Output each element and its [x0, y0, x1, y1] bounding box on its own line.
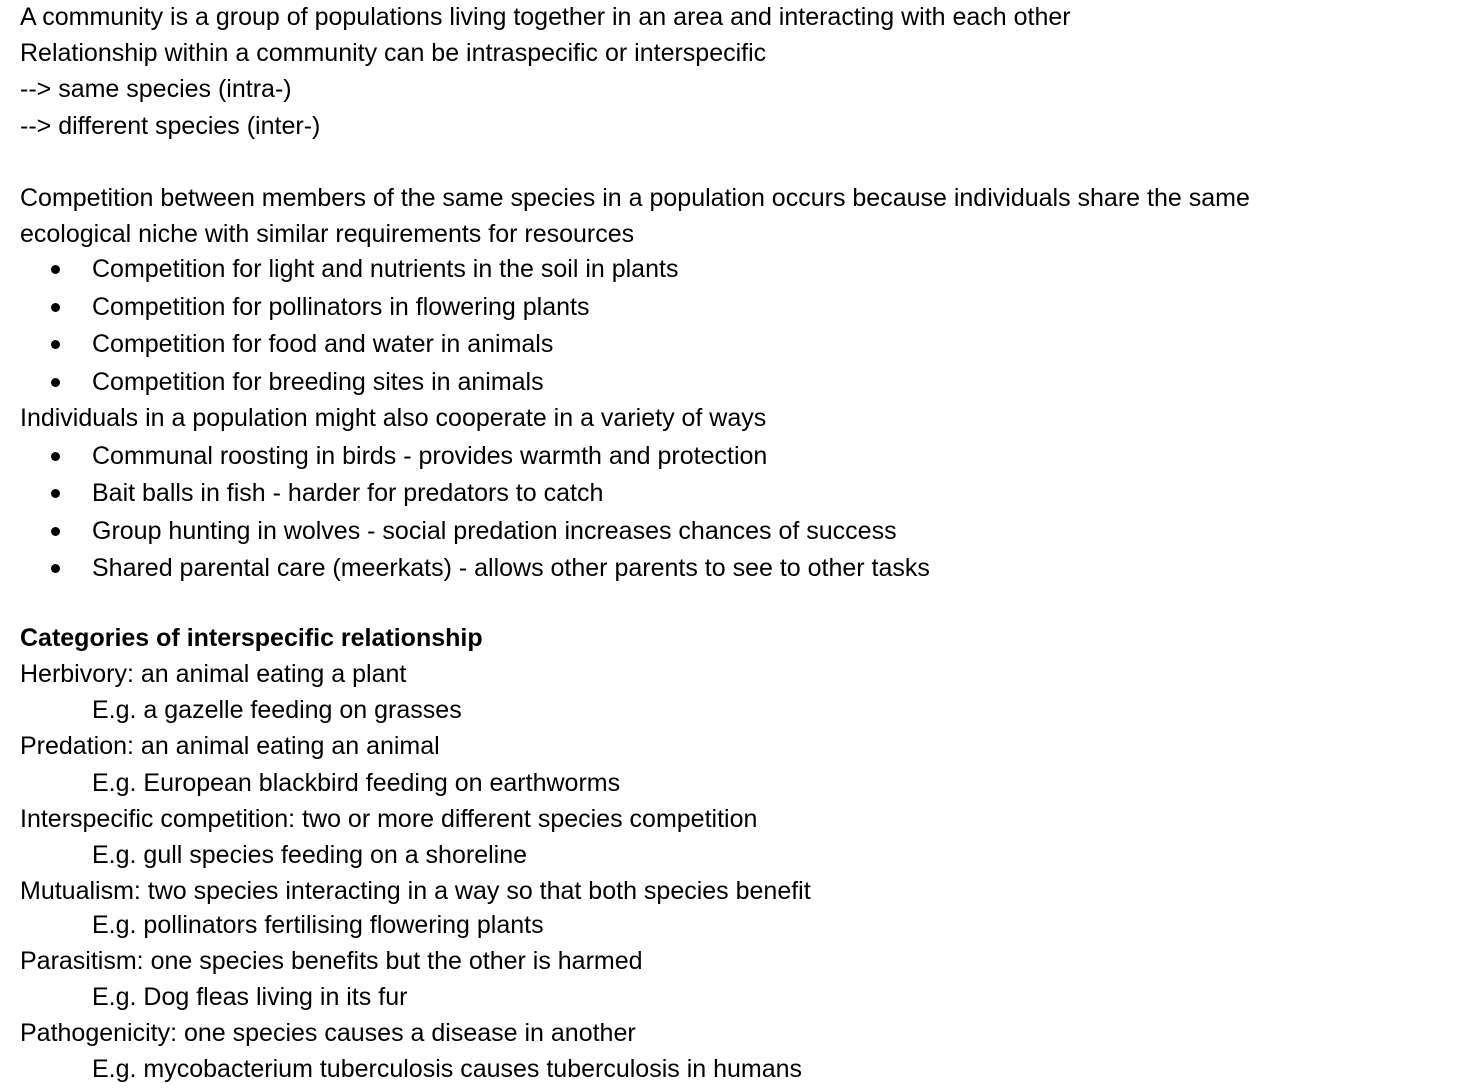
competition-bullet-item — [20, 252, 1320, 286]
intro-line-2: Relationship within a community can be intraspecific or interspecific — [20, 39, 767, 67]
category-definition: Mutualism: two species interacting in a way so that both species benefit — [20, 877, 811, 905]
category-definition: Interspecific competition: two or more different species competition — [20, 805, 758, 833]
category-example: E.g. pollinators fertilising flowering plants — [92, 911, 544, 939]
competition-bullet-item — [20, 365, 1320, 399]
bullet-icon — [51, 340, 60, 349]
bullet-text: Competition for light and nutrients in the soil in plants — [92, 255, 679, 283]
bullet-text: Group hunting in wolves - social predation increases chances of success — [92, 517, 897, 545]
bullet-icon — [51, 452, 60, 461]
category-example: E.g. a gazelle feeding on grasses — [92, 696, 462, 724]
bullet-icon — [51, 303, 60, 312]
competition-bullet-item — [20, 290, 1320, 324]
bullet-text: Communal roosting in birds - provides warmth and protection — [92, 442, 768, 470]
cooperation-intro: Individuals in a population might also cooperate in a variety of ways — [20, 404, 767, 432]
intro-line-4: --> different species (inter-) — [20, 112, 321, 140]
cooperation-bullet-item — [20, 551, 1320, 585]
bullet-text: Shared parental care (meerkats) - allows other parents to see to other tasks — [92, 554, 930, 582]
intro-line-1: A community is a group of populations living together in an area and interacting with each other — [20, 3, 1071, 31]
cooperation-bullet-item — [20, 476, 1320, 510]
competition-bullet-item — [20, 327, 1320, 361]
bullet-icon — [51, 378, 60, 387]
category-definition: Pathogenicity: one species causes a disease in another — [20, 1019, 636, 1047]
bullet-text: Bait balls in fish - harder for predators to catch — [92, 479, 604, 507]
category-definition: Predation: an animal eating an animal — [20, 732, 440, 760]
category-definition: Herbivory: an animal eating a plant — [20, 660, 407, 688]
bullet-icon — [51, 489, 60, 498]
bullet-text: Competition for pollinators in flowering plants — [92, 293, 590, 321]
competition-paragraph-line-1: Competition between members of the same species in a population occurs because individuals share the same — [20, 184, 1250, 212]
bullet-icon — [51, 564, 60, 573]
cooperation-bullet-item — [20, 514, 1320, 548]
categories-heading: Categories of interspecific relationship — [20, 624, 483, 652]
category-example: E.g. gull species feeding on a shoreline — [92, 841, 528, 869]
bullet-text: Competition for food and water in animals — [92, 330, 554, 358]
cooperation-bullet-item — [20, 439, 1320, 473]
bullet-icon — [51, 265, 60, 274]
category-example: E.g. European blackbird feeding on earthworms — [92, 769, 621, 797]
category-example: E.g. mycobacterium tuberculosis causes tuberculosis in humans — [92, 1055, 803, 1083]
bullet-icon — [51, 527, 60, 536]
intro-line-3: --> same species (intra-) — [20, 75, 292, 103]
competition-paragraph-line-2: ecological niche with similar requirements for resources — [20, 220, 635, 248]
bullet-text: Competition for breeding sites in animals — [92, 368, 544, 396]
category-example: E.g. Dog fleas living in its fur — [92, 983, 408, 1011]
category-definition: Parasitism: one species benefits but the other is harmed — [20, 947, 643, 975]
